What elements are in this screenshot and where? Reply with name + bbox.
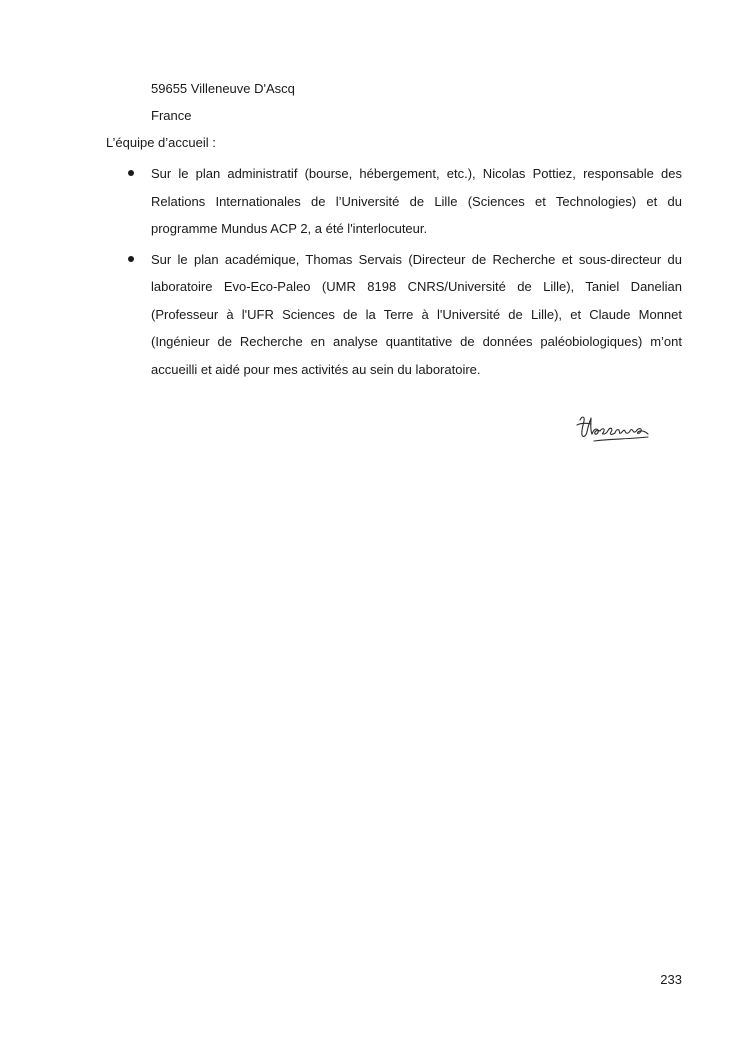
- team-bullet-list: [120, 160, 682, 386]
- bullet-icon: [128, 256, 134, 262]
- list-item-academic: [120, 246, 682, 384]
- address-line-city: 59655 Villeneuve D'Ascq: [151, 81, 295, 96]
- list-item-administrative: [120, 160, 682, 243]
- handwritten-signature: [574, 412, 652, 446]
- page-number: 233: [660, 972, 682, 987]
- bullet-icon: [128, 170, 134, 176]
- list-item-text: Sur le plan académique, Thomas Servais (Directeur de Recherche et sous-directeur du laboratoire Evo-Eco-Paleo (UMR 8198 CNRS/Université de Lille), Taniel Danelian (Professeur à l'UFR Sciences de la Terre à l'Université de Lille), et Claude Monnet (Ingénieur de Recherche en analyse quantitative de données paléobiologiques) m’ont accueilli et aidé pour mes activités au sein du laboratoire.: [151, 251, 682, 377]
- list-item-text: Sur le plan administratif (bourse, hébergement, etc.), Nicolas Pottiez, responsable des Relations Internationales de l’Université de Lille (Sciences et Technologies) et du programme Mundus ACP 2, a été l'interlocuteur.: [151, 166, 682, 236]
- address-line-country: France: [151, 108, 192, 123]
- team-heading: L’équipe d’accueil :: [106, 135, 216, 150]
